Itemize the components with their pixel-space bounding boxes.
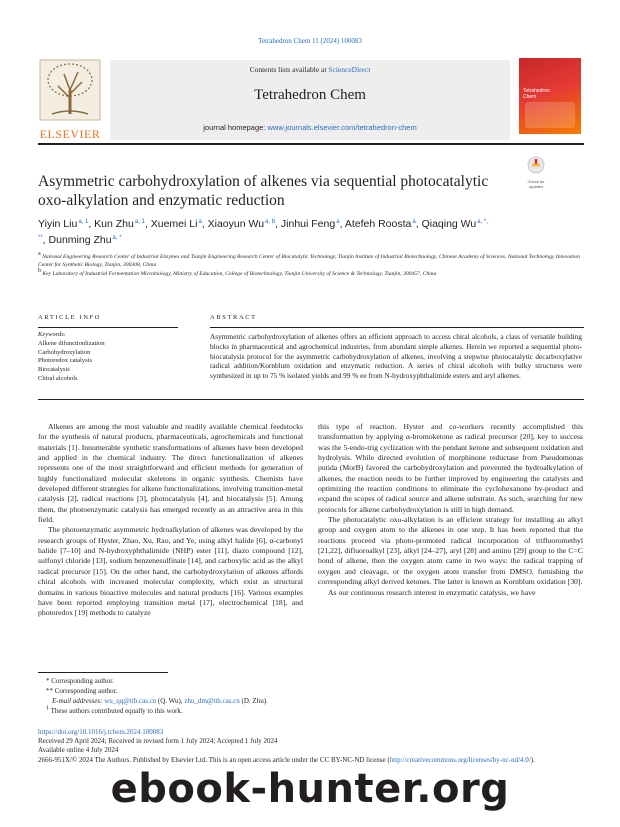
author[interactable] — [208, 218, 281, 230]
body-column-left — [38, 422, 303, 619]
author-affiliation-mark[interactable]: a, * — [112, 234, 122, 241]
journal-name: Tetrahedron Chem — [254, 87, 366, 103]
author-name: Dunming Zhu — [48, 234, 112, 246]
cover-title — [523, 88, 550, 100]
body-paragraph: Alkenes are among the most valuable and readily available chemical feedstocks for the synthesis of natural products, pharmaceuticals, agrochemicals and functional materials [1]. Innumerable synthetic transformations of alkenes have been developed and applied in the chemical industry. The direct functionalization of alkenes represents one of the most straightforward and efficient methods for generation of highly functionalized molecular skeletons in organic synthesis. Chemists have developed different strategies for alkene functionalizations, involving transition-metal catalysis [2], radical reactions [3], photocatalysis [4], and biocatalysis [5]. Among them, the photoenzymatic catalysis has emerged recently as an attractive area in this field. — [38, 422, 303, 525]
author-separator: , — [201, 218, 208, 230]
affiliation-a-mark: a — [38, 251, 41, 258]
doi-link[interactable]: https://doi.org/10.1016/j.tchem.2024.100083 — [38, 728, 164, 736]
author[interactable] — [49, 234, 122, 246]
footnote-rule — [38, 672, 168, 673]
affiliation-b — [38, 270, 583, 278]
email-link-wu[interactable]: wu_qq@tib.cas.cn — [104, 697, 157, 705]
cover-title-line2: Chem — [523, 94, 537, 100]
sciencedirect-link[interactable]: ScienceDirect — [328, 65, 371, 74]
author[interactable] — [345, 218, 422, 230]
keywords-label: Keywords: — [38, 331, 66, 338]
author[interactable] — [151, 218, 208, 230]
body-column-right — [318, 422, 583, 598]
check-updates-label — [521, 179, 551, 189]
author[interactable] — [38, 218, 94, 230]
author-name: Xuemei Li — [150, 218, 198, 230]
check-for-updates-button[interactable] — [521, 156, 551, 189]
body-paragraph: The photocatalytic oxo-alkylation is an efficient strategy for installing an alkyl group and oxygen atom to the alkenes in one step. It has been reported that the reactions proceed via photo-promoted radical incorporation of trifluoromethyl [21,22], difluoroalkyl [23], alkyl [24–27], aryl [28] and amino [29] group to the C=C bond of alkene, then the oxygen atom came in two ways: the radical trapping of oxygen and cleavage, or the oxygen atom transfer from DMSO, furnishing the corresponding alkyl derived ketones. The latter is known as Kornblum oxidation [30]. — [318, 515, 583, 587]
contents-prefix: Contents lists available at — [249, 65, 329, 74]
author-name: Atefeh Roosta — [344, 218, 412, 230]
email-link-zhu[interactable]: zhu_dm@tib.cas.cn — [184, 697, 240, 705]
check-updates-line1: Check for — [527, 179, 545, 184]
contents-line — [110, 65, 510, 74]
cover-art — [525, 102, 575, 128]
author[interactable] — [94, 218, 151, 230]
article-info-heading: ARTICLE INFO — [38, 314, 102, 321]
author-name: Yiyin Liu — [38, 218, 78, 230]
check-updates-line2: updates — [528, 184, 544, 189]
abstract-heading: ABSTRACT — [210, 314, 257, 321]
author-separator: , — [415, 218, 422, 230]
corresponding-author-1: * Corresponding author. — [46, 677, 114, 685]
author-separator: , — [88, 218, 95, 230]
keyword-item: Photoredox catalysis — [38, 357, 92, 365]
license-statement — [38, 756, 583, 765]
author-name: Kun Zhu — [94, 218, 134, 230]
author-affiliation-mark[interactable]: a, *, ** — [38, 218, 488, 241]
abstract-rule — [210, 327, 584, 328]
keyword-list — [38, 340, 105, 384]
email-addresses — [52, 697, 268, 706]
author-separator: , — [42, 234, 49, 246]
email-label: E-mail addresses: — [52, 697, 105, 705]
affiliation-a-text: National Engineering Research Center of Industrial Enzymes and Tianjin Engineering Research Center of Biocatalytic Technology, Tianjin Institute of Industrial Biotechnology, Chinese Academy of Sciences. National Technology Innovation Center for Synthetic Biology, Tianjin, 300308, China — [38, 254, 581, 268]
keyword-item: Alkene difunctionlization — [38, 340, 105, 347]
author[interactable] — [281, 218, 345, 230]
author-affiliation-mark[interactable]: a, 1 — [78, 218, 89, 225]
article-title: Asymmetric carbohydroxylation of alkenes via sequential photocatalytic oxo-alkylation and enzymatic reduction — [38, 173, 489, 209]
corresponding-author-2: ** Corresponding author. — [46, 687, 118, 695]
author-affiliation-mark[interactable]: a, 1 — [134, 218, 145, 225]
available-online: Available online 4 July 2024 — [38, 746, 119, 754]
journal-cover — [519, 58, 581, 134]
author-separator: , — [144, 218, 151, 230]
journal-citation[interactable]: Tetrahedron Chem 11 (2024) 100083 — [258, 37, 362, 45]
equal-mark: 1 — [46, 705, 49, 712]
homepage-link[interactable]: www.journals.elsevier.com/tetrahedron-chem — [267, 123, 417, 132]
affiliation-b-text: Key Laboratory of Industrial Fermentation Microbiology, Ministry of Education, College of Biotechnology, Tianjin University of Science & Technology, Tianjin, 300457, China — [42, 271, 437, 277]
author-list — [38, 216, 538, 248]
author-name: Xiaoyun Wu — [207, 218, 265, 230]
author-affiliation-mark[interactable]: a, b — [265, 218, 276, 225]
article-info-rule — [38, 327, 178, 328]
body-paragraph: this type of reaction. Hyster and co-workers recently accomplished this transformation by applying α-bromoketone as radical precursor [20], key to success was the 5-endo-trig cyclization with the pendant ketone and subsequent oxidation and hydrolysis. While directed evolution of morphinone reductase from Pseudomonas putida (MorB) favored the carbohydroxylation and prevented the hydroalkylation of alkenes, the reaction needs to be further improved by engineering the catalysts and optimizing the reaction conditions to eliminate the cyclohexanone by-product and expand the scopes of radical source and alkene substrate. As such, searching for new protocols for alkene carbohydroxylation is still in high demand. — [318, 422, 583, 514]
keyword-item: Carbohydroxylation — [38, 348, 91, 356]
elsevier-tree-icon — [38, 58, 102, 122]
elsevier-logo — [38, 58, 102, 141]
received-dates: Received 29 April 2024; Received in revised form 1 July 2024; Accepted 1 July 2024 — [38, 737, 278, 745]
equal-contribution-note — [46, 707, 183, 716]
affiliation-a — [38, 253, 583, 269]
author-separator: , — [339, 218, 345, 230]
cover-title-line1: Tetrahedron — [523, 88, 550, 94]
crossmark-icon — [527, 156, 545, 174]
email1-suffix: (Q. Wu), — [156, 697, 185, 705]
license-prefix: 2666-951X/© 2024 The Authors. Published by Elsevier Ltd. This is an open access article under the CC BY-NC-ND license ( — [38, 756, 390, 764]
equal-text: These authors contributed equally to this work. — [50, 707, 183, 715]
body-paragraph: As our continuous research interest in enzymatic catalysis, we have — [328, 587, 536, 597]
author-name: Qiaqing Wu — [421, 218, 477, 230]
homepage-prefix: journal homepage: — [203, 123, 268, 132]
keyword-item: Chiral alcohols — [38, 374, 78, 382]
homepage-line — [110, 123, 510, 132]
license-suffix: ). — [530, 756, 535, 764]
author-affiliation-mark[interactable]: a — [198, 218, 202, 225]
license-link[interactable]: http://creativecommons.org/licenses/by-nc-nd/4.0/ — [389, 756, 531, 764]
elsevier-wordmark: ELSEVIER — [39, 127, 101, 141]
author-name: Jinhui Feng — [280, 218, 336, 230]
body-paragraph: The photoenzymatic asymmetric hydroalkylation of alkenes was developed by the research groups of Hyster, Zhao, Xu, Rao, and Ye, using alkyl halide [6], α-carbonyl halide [7–10] and N-hydroxyphthalimide (NHP) ester [11], diazo compound [12], sulfonyl chloride [13], sodium benzenesulfinate [14], and carboxylic acid as the alkyl radical precursor [15]. On the other hand, the carbohydroxylation of alkenes affords chiral alcohols with increased molecular complexity, which exist as structural domains in various bioactive molecules and natural products [16]. Various examples have been reported employing transition metal [17], electrochemical [18], and photoredox [19] methods to catalyze — [38, 525, 303, 618]
abstract-text: Asymmetric carbohydroxylation of alkenes offers an efficient approach to access chiral alcohols, a class of versatile building blocks in pharmaceutical and agrochemical industries, from abundant simple alkenes. Herein we reported a sequential photo-biocatalysis protocol for the asymmetric carbohydroxylation of alkenes, involving a stepwise photocatalytic decarboxylative radical addition/Kornblum oxidation and enzymatic reduction. A series of chiral alcohols with bulky structures were synthesized in up to 75 % isolated yields and 99 % ee from N-hydroxyphthalimide esters and aryl alkenes. — [210, 332, 582, 381]
abstract-bottom-rule — [38, 399, 584, 400]
author-separator: , — [275, 218, 281, 230]
affiliation-b-mark: b — [38, 268, 41, 275]
email2-suffix: (D. Zhu). — [239, 697, 268, 705]
author-affiliation-mark[interactable]: a — [336, 218, 340, 225]
keyword-item: Biocatalysis — [38, 366, 70, 374]
watermark: ebook-hunter.org — [110, 766, 510, 812]
header-rule — [38, 143, 584, 145]
author-affiliation-mark[interactable]: a — [412, 218, 416, 225]
